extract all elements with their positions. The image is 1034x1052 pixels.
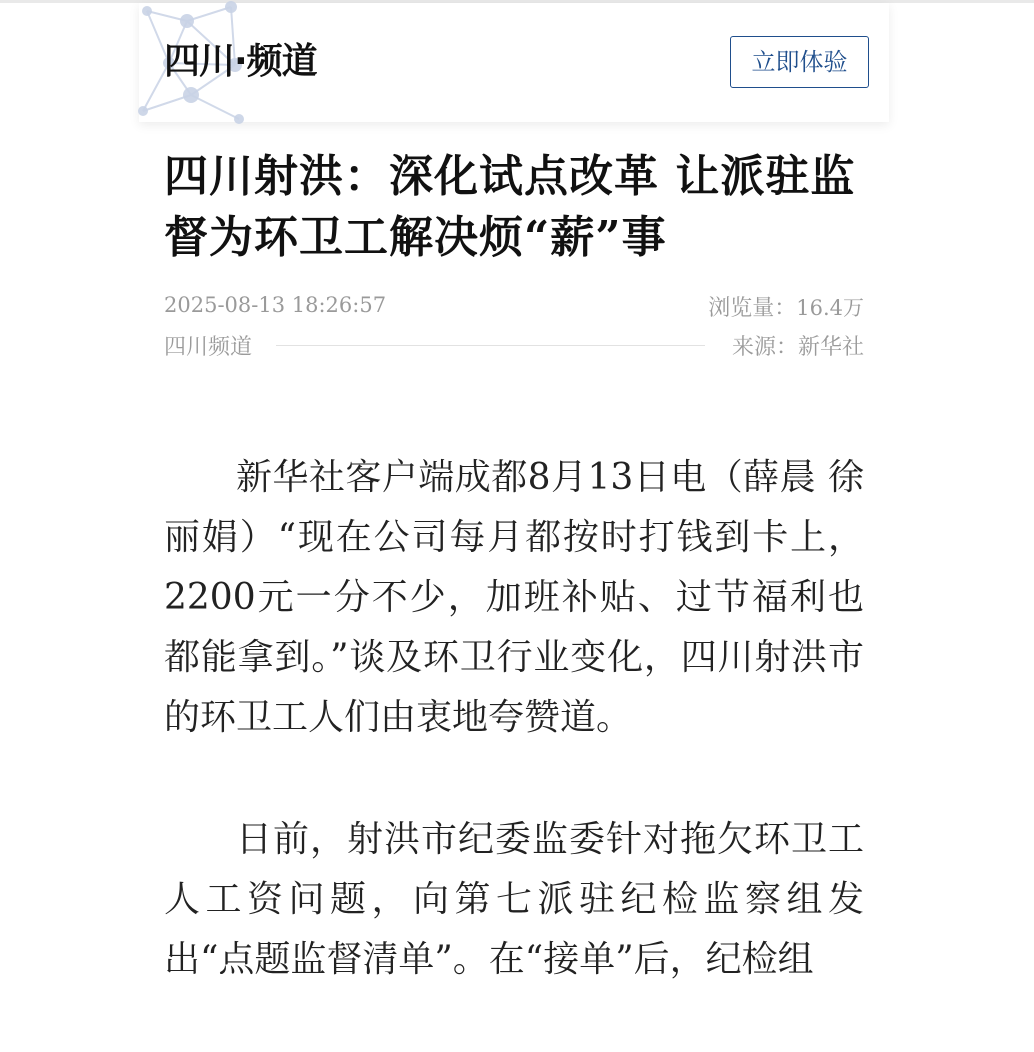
- channel-header: [139, 3, 889, 122]
- channel-logo[interactable]: 四川·频道: [164, 41, 317, 82]
- publish-date: 2025-08-13 18:26:57: [164, 293, 387, 317]
- meta-divider: [276, 345, 705, 346]
- article-title: 四川射洪：深化试点改革 让派驻监督为环卫工解决烦“薪”事: [164, 151, 856, 263]
- try-now-button[interactable]: 立即体验: [730, 36, 869, 88]
- article-body: [164, 448, 864, 1052]
- view-count-value: 16.4万: [796, 296, 864, 320]
- view-count-label: 浏览量：: [708, 296, 797, 321]
- channel-name[interactable]: 四川频道: [164, 335, 253, 360]
- article-source: 来源：新华社: [731, 335, 864, 360]
- article-paragraph: 新华社客户端成都8月13日电（薛晨 徐丽娟）“现在公司每月都按时打钱到卡上，2200元一分不少，加班补贴、过节福利也都能拿到。”谈及环卫行业变化，四川射洪市的环卫工人们由衷地夸赞道。: [164, 457, 864, 738]
- article-paragraph: 日前，射洪市纪委监委针对拖欠环卫工人工资问题，向第七派驻纪检监察组发出“点题监督清单”。在“接单”后，纪检组: [164, 819, 864, 980]
- view-count: [708, 291, 864, 322]
